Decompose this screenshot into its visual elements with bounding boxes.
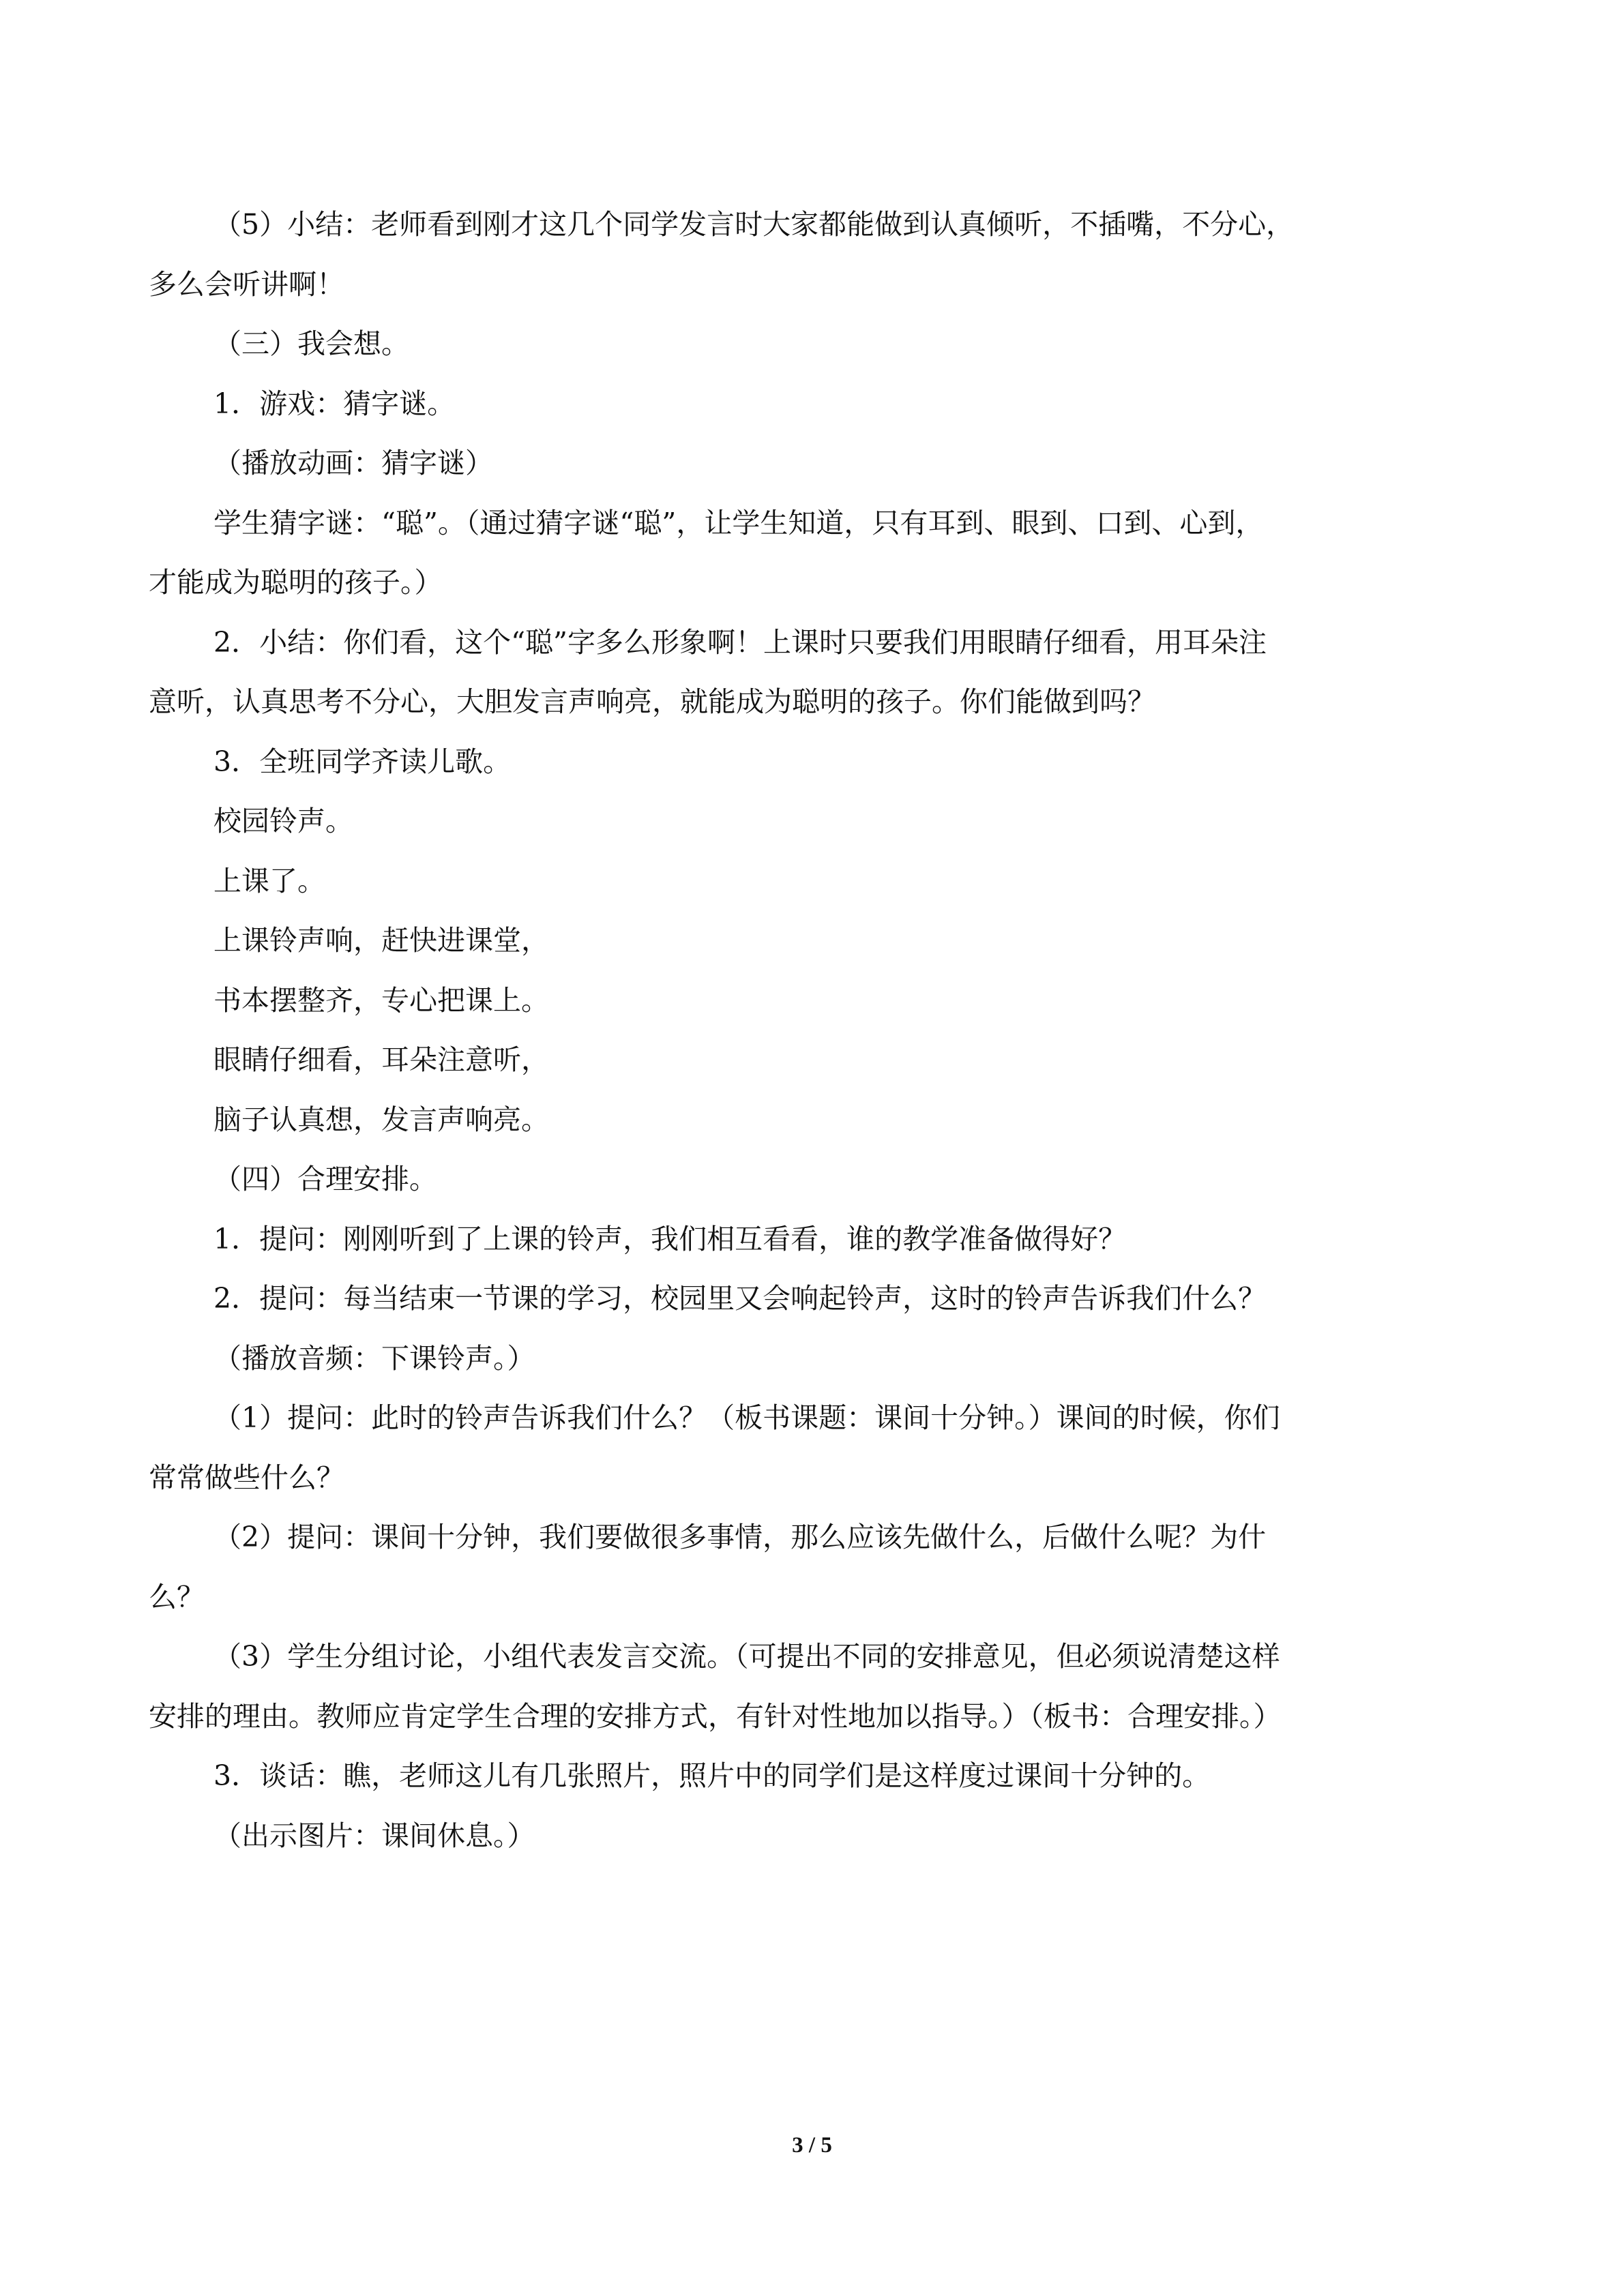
text-line: 安排的理由。教师应肯定学生合理的安排方式，有针对性地加以指导。）（板书：合理安排。） [149, 1699, 1282, 1733]
text-line: 书本摆整齐，专心把课上。 [213, 983, 549, 1017]
text-line: （播放音频：下课铃声。） [213, 1341, 535, 1375]
text-line: 常常做些什么？ [149, 1461, 344, 1494]
text-line: 眼睛仔细看，耳朵注意听， [213, 1043, 549, 1076]
text-line: 上课铃声响，赶快进课堂， [213, 924, 549, 957]
body-text [149, 195, 1480, 1866]
text-line: 意听，认真思考不分心，大胆发言声响亮，就能成为聪明的孩子。你们能做到吗？ [149, 685, 1155, 718]
text-line: 脑子认真想，发言声响亮。 [213, 1103, 549, 1136]
text-line: （5）小结：老师看到刚才这几个同学发言时大家都能做到认真倾听，不插嘴，不分心， [213, 208, 1295, 241]
text-line: 2．提问：每当结束一节课的学习，校园里又会响起铃声，这时的铃声告诉我们什么？ [213, 1282, 1267, 1315]
text-line: 3．全班同学齐读儿歌。 [213, 745, 512, 778]
text-line: 上课了。 [213, 864, 325, 897]
text-line: 多么会听讲啊！ [149, 267, 344, 301]
text-line: 1．游戏：猜字谜。 [213, 387, 456, 420]
text-line: （出示图片：课间休息。） [213, 1819, 535, 1852]
text-line: 校园铃声。 [213, 805, 353, 837]
text-line: （三）我会想。 [213, 327, 409, 360]
text-line: 2．小结：你们看，这个“聪”字多么形象啊！上课时只要我们用眼睛仔细看，用耳朵注 [213, 625, 1267, 659]
text-line: （1）提问：此时的铃声告诉我们什么？（板书课题：课间十分钟。）课间的时候，你们 [213, 1401, 1280, 1434]
text-line: （播放动画：猜字谜） [213, 447, 493, 479]
text-line: （四）合理安排。 [213, 1163, 437, 1195]
page-number: 3 / 5 [792, 2133, 832, 2158]
text-line: （2）提问：课间十分钟，我们要做很多事情，那么应该先做什么，后做什么呢？为什 [213, 1521, 1267, 1553]
text-line: 学生猜字谜：“聪”。（通过猜字谜“聪”，让学生知道，只有耳到、眼到、口到、心到， [213, 506, 1264, 539]
text-line: 1．提问：刚刚听到了上课的铃声，我们相互看看，谁的教学准备做得好？ [213, 1222, 1127, 1255]
text-line: 3．谈话：瞧，老师这儿有几张照片，照片中的同学们是这样度过课间十分钟的。 [213, 1759, 1211, 1792]
text-line: （3）学生分组讨论，小组代表发言交流。（可提出不同的安排意见，但必须说清楚这样 [213, 1640, 1280, 1673]
text-line: 才能成为聪明的孩子。） [149, 566, 443, 599]
text-line: 么？ [149, 1580, 205, 1613]
